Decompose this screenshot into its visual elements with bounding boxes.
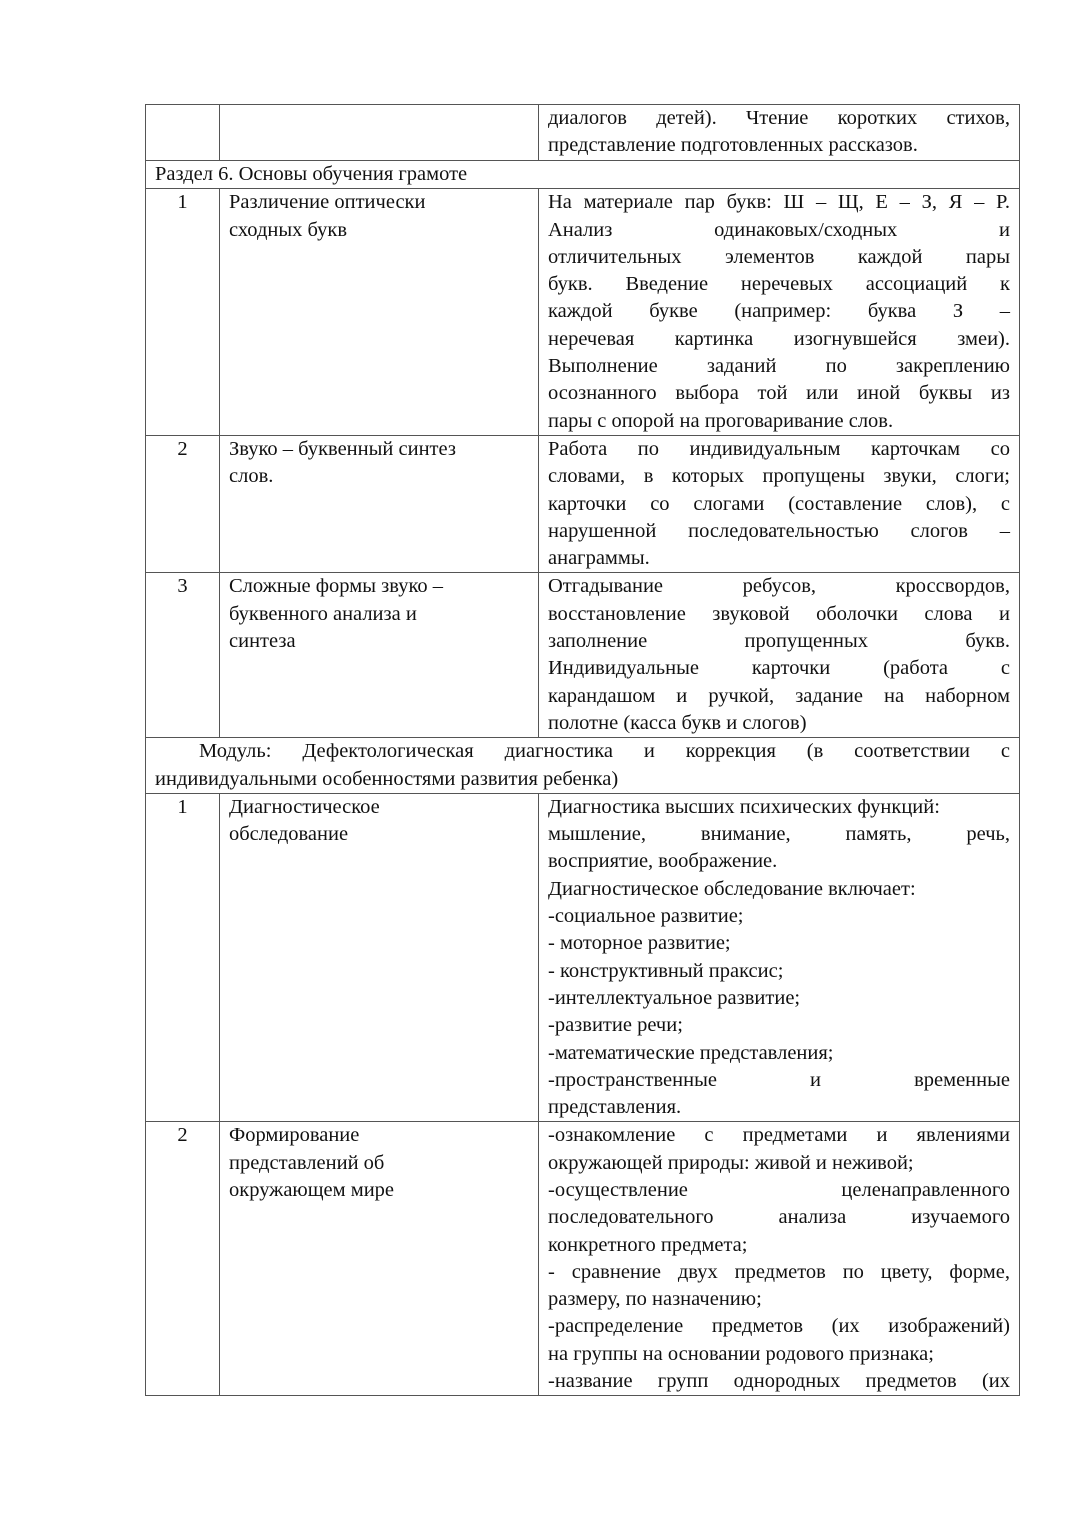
content-cell [539, 573, 1020, 738]
content-line: осознанного выбора той или иной буквы из [548, 382, 1010, 405]
content-line: пары с опорой на проговаривание слов. [548, 409, 894, 432]
table-row [146, 793, 1020, 1122]
topic-line: Диагностическое [229, 795, 380, 818]
content-cell [539, 793, 1020, 1122]
section-title: Раздел 6. Основы обучения грамоте [146, 161, 1020, 189]
content-line: восстановление звуковой оболочки слова и [548, 602, 1010, 625]
table-row [146, 573, 1020, 738]
table-row [146, 435, 1020, 572]
row-number-cell: 1 [146, 793, 220, 1122]
content-line: восприятие, воображение. [548, 850, 778, 873]
content-line: -ознакомление с предметами и явлениями [548, 1124, 1010, 1147]
content-line: букв. Введение неречевых ассоциаций к [548, 273, 1010, 296]
content-line: карточки со слогами (составление слов), с [548, 492, 1010, 515]
content-line: Индивидуальные карточки (работа с [548, 657, 1010, 680]
content-line: - конструктивный праксис; [548, 959, 784, 982]
content-line: Анализ одинаковых/сходных и [548, 218, 1010, 241]
content-line: представление подготовленных рассказов. [548, 134, 918, 157]
module-title [146, 738, 1020, 794]
module-header-row [146, 738, 1020, 794]
content-line: конкретного предмета; [548, 1233, 748, 1256]
content-line: -осуществление целенаправленного [548, 1178, 1010, 1201]
content-line: размеру, по назначению; [548, 1288, 762, 1311]
content-line: последовательного анализа изучаемого [548, 1206, 1010, 1229]
table-row [146, 189, 1020, 436]
content-line: анаграммы. [548, 547, 650, 570]
row-number-cell: 2 [146, 435, 220, 572]
content-line: -интеллектуальное развитие; [548, 986, 801, 1009]
content-line: на группы на основании родового признака; [548, 1342, 934, 1365]
row-number-cell [146, 105, 220, 161]
content-line: -математические представления; [548, 1041, 834, 1064]
table-row [146, 105, 1020, 161]
content-cell [539, 435, 1020, 572]
content-cell [539, 189, 1020, 436]
content-line: карандашом и ручкой, задание на наборном [548, 684, 1010, 707]
topic-cell [220, 189, 539, 436]
content-line: отличительных элементов каждой пары [548, 245, 1010, 268]
content-cell [539, 105, 1020, 161]
topic-line: Звуко – буквенный синтез [229, 437, 456, 460]
content-line: Работа по индивидуальным карточкам со [548, 437, 1010, 460]
content-cell [539, 1122, 1020, 1396]
topic-line: слов. [229, 465, 274, 488]
content-line: Выполнение заданий по закреплению [548, 355, 1010, 378]
program-table [145, 104, 1020, 1396]
content-line: каждой букве (например: буква З – [548, 300, 1010, 323]
topic-line: Формирование [229, 1124, 360, 1147]
row-number-cell: 2 [146, 1122, 220, 1396]
content-line: представления. [548, 1096, 682, 1119]
content-line: Диагностика высших психических функций: [548, 795, 940, 818]
topic-cell [220, 105, 539, 161]
content-line: окружающей природы: живой и неживой; [548, 1151, 914, 1174]
content-line: заполнение пропущенных букв. [548, 630, 1010, 653]
content-line: словами, в которых пропущены звуки, слоги; [548, 465, 1010, 488]
topic-line: окружающем мире [229, 1178, 395, 1201]
content-line: полотне (касса букв и слогов) [548, 711, 807, 734]
content-line: неречевая картинка изогнувшейся змеи). [548, 327, 1010, 350]
topic-cell [220, 1122, 539, 1396]
content-line: - сравнение двух предметов по цвету, форме, [548, 1260, 1010, 1283]
content-line: - моторное развитие; [548, 932, 731, 955]
topic-line: обследование [229, 823, 349, 846]
content-line: Диагностическое обследование включает: [548, 877, 916, 900]
content-line: -название групп однородных предметов (их [548, 1370, 1010, 1393]
topic-line: Сложные формы звуко – [229, 575, 443, 598]
content-line: -социальное развитие; [548, 905, 744, 928]
topic-cell [220, 435, 539, 572]
topic-line: синтеза [229, 630, 296, 653]
topic-line: буквенного анализа и [229, 602, 417, 625]
module-line: индивидуальными особенностями развития ребенка) [155, 767, 619, 790]
content-line: Отгадывание ребусов, кроссвордов, [548, 575, 1010, 598]
row-number-cell: 3 [146, 573, 220, 738]
content-line: нарушенной последовательностью слогов – [548, 519, 1010, 542]
section-header-row [146, 161, 1020, 189]
content-line: -развитие речи; [548, 1014, 683, 1037]
content-line: -пространственные и временные [548, 1068, 1010, 1091]
topic-cell [220, 793, 539, 1122]
table-row [146, 1122, 1020, 1396]
topic-line: сходных букв [229, 218, 348, 241]
content-line: мышление, внимание, память, речь, [548, 823, 1010, 846]
module-line: Модуль: Дефектологическая диагностика и коррекция (в соответствии с [199, 740, 1010, 763]
row-number-cell: 1 [146, 189, 220, 436]
content-line: На материале пар букв: Ш – Щ, Е – З, Я – Р. [548, 191, 1010, 214]
topic-cell [220, 573, 539, 738]
topic-line: представлений об [229, 1151, 385, 1174]
content-line: -распределение предметов (их изображений) [548, 1315, 1010, 1338]
topic-line: Различение оптически [229, 191, 426, 214]
content-line: диалогов детей). Чтение коротких стихов, [548, 107, 1010, 129]
